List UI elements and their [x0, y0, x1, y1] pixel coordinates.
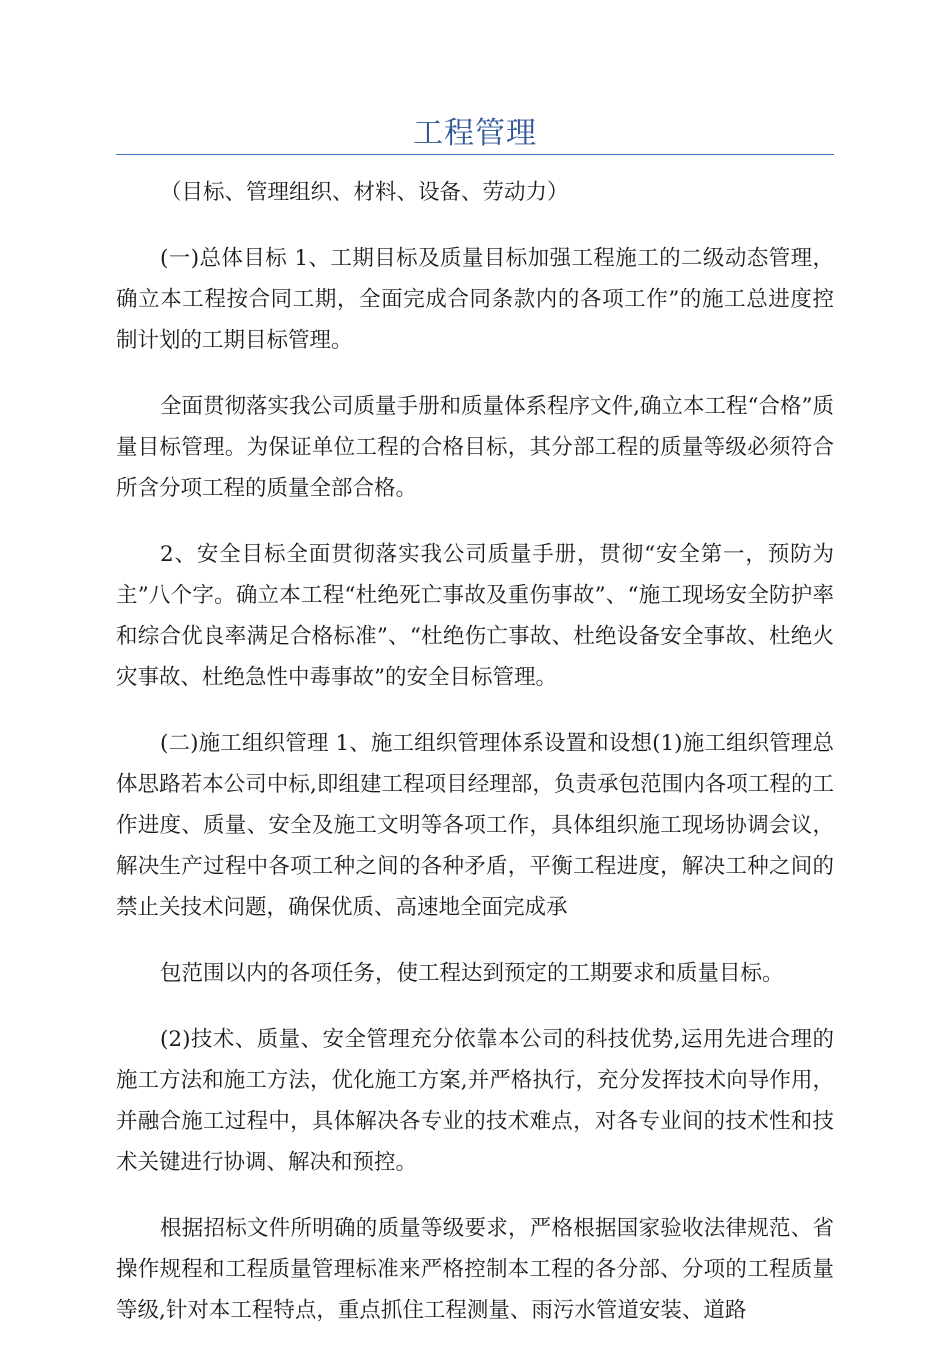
paragraph-construction-organization: (二)施工组织管理 1、施工组织管理体系设置和设想(1)施工组织管理总体思路若本公司中标,即组建工程项目经理部，负责承包范围内各项工程的工作进度、质量、安全及施工文明等各项工作，具体组织施工现场协调会议，解决生产过程中各项工种之间的各种矛盾，平衡工程进度，解决工种之间的禁止关技术问题，确保优质、高速地全面完成承 [116, 731, 834, 920]
paragraph-quality-standards: 根据招标文件所明确的质量等级要求，严格根据国家验收法律规范、省操作规程和工程质量管理标准来严格控制本工程的各分部、分项的工程质量等级,针对本工程特点，重点抓住工程测量、雨污水管道安装、道路 [116, 1216, 834, 1323]
paragraph-safety-goal: 2、安全目标全面贯彻落实我公司质量手册，贯彻“安全第一，预防为主”八个字。确立本工程“杜绝死亡事故及重伤事故”、“施工现场安全防护率和综合优良率满足合格标准”、“杜绝伤亡事故、杜绝设备安全事故、杜绝火灾事故、杜绝急性中毒事故”的安全目标管理。 [116, 542, 834, 690]
document-body [116, 172, 834, 1356]
paragraph-technical-management: (2)技术、质量、安全管理充分依靠本公司的科技优势,运用先进合理的施工方法和施工方法，优化施工方案,并严格执行，充分发挥技术向导作用，并融合施工过程中，具体解决各专业的技术难点，对各专业间的技术性和技术关键进行协调、解决和预控。 [116, 1027, 834, 1175]
paragraph-overall-goal: (一)总体目标 1、工期目标及质量目标加强工程施工的二级动态管理，确立本工程按合同工期，全面完成合同条款内的各项工作”的施工总进度控制计划的工期目标管理。 [116, 246, 834, 353]
paragraph-scope-continuation: 包范围以内的各项任务，使工程达到预定的工期要求和质量目标。 [160, 961, 784, 986]
title-underline [116, 154, 834, 155]
paragraph-subtitle: （目标、管理组织、材料、设备、劳动力） [160, 180, 569, 205]
paragraph-quality-goal: 全面贯彻落实我公司质量手册和质量体系程序文件,确立本工程“合格”质量目标管理。为保证单位工程的合格目标，其分部工程的质量等级必须符合所含分项工程的质量全部合格。 [116, 394, 834, 501]
document-title: 工程管理 [413, 116, 537, 151]
